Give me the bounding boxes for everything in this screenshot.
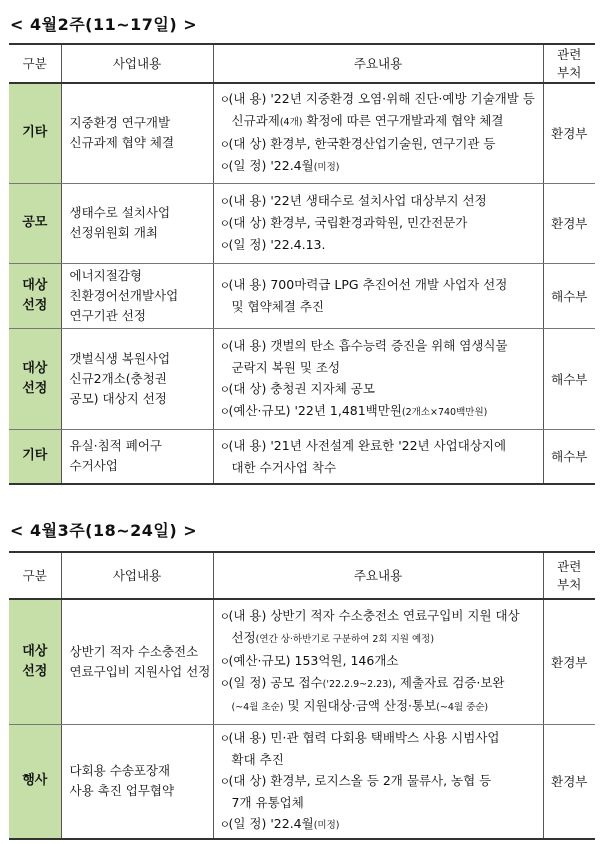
detail-text: (일 정) '22.4월 xyxy=(228,158,314,174)
category-label: 행사 xyxy=(22,773,48,788)
detail-line xyxy=(220,650,537,672)
business-line: 친환경어선개발사업 xyxy=(69,287,179,303)
detail-line xyxy=(220,727,537,749)
detail-line xyxy=(220,672,537,695)
table-row xyxy=(9,183,595,263)
detail-text: 선정 xyxy=(231,630,256,646)
detail-line xyxy=(220,792,537,813)
detail-text: (일 정) '22.4.13. xyxy=(228,237,326,252)
header-department xyxy=(543,552,595,599)
bullet-icon: ㅇ xyxy=(219,382,231,396)
detail-text: , 제출자료 검증·보완 xyxy=(391,675,505,691)
business-cell xyxy=(61,83,213,183)
bullet-icon: ㅇ xyxy=(219,93,231,107)
schedule-table-week2 xyxy=(9,43,595,485)
detail-text: (일 정) 공모 접수 xyxy=(228,675,323,691)
detail-note: (미정) xyxy=(313,162,340,174)
bullet-icon: ㅇ xyxy=(219,239,231,252)
detail-line xyxy=(220,605,537,627)
header-business xyxy=(61,552,213,599)
table-row xyxy=(9,724,595,839)
business-line: 공모) 대상지 선정 xyxy=(69,390,167,406)
category-label: 선정 xyxy=(22,663,48,679)
department-cell xyxy=(543,328,595,429)
detail-note: (연간 상·하반기로 구분하여 2회 지원 예정) xyxy=(255,634,435,646)
category-cell xyxy=(9,429,61,484)
detail-line xyxy=(220,335,537,357)
category-label: 대상 xyxy=(22,643,48,659)
detail-line xyxy=(220,457,537,478)
detail-note: (~4월 중순) xyxy=(436,702,489,714)
header-category-label: 구분 xyxy=(22,55,47,71)
category-label: 기타 xyxy=(22,125,48,141)
bullet-icon: ㅇ xyxy=(219,160,231,174)
detail-line xyxy=(220,770,537,792)
detail-line xyxy=(220,274,537,296)
department-cell xyxy=(543,599,595,724)
department-label: 해수부 xyxy=(551,371,588,387)
department-label: 환경부 xyxy=(551,774,588,789)
details-cell xyxy=(213,599,543,724)
bullet-icon: ㅇ xyxy=(219,731,231,745)
header-department-label: 관련 부처 xyxy=(557,46,582,80)
detail-text: 및 협약체결 추진 xyxy=(231,299,324,314)
detail-text: 신규과제 xyxy=(231,113,280,129)
header-department xyxy=(543,44,595,83)
category-label: 대상 xyxy=(22,360,48,376)
header-business xyxy=(61,44,213,83)
header-row xyxy=(9,552,595,599)
bullet-icon: ㅇ xyxy=(219,404,231,418)
details-cell xyxy=(213,183,543,263)
detail-line xyxy=(220,133,537,155)
header-category xyxy=(9,552,61,599)
detail-line xyxy=(220,357,537,378)
bullet-icon: ㅇ xyxy=(219,339,231,353)
business-cell xyxy=(61,599,213,724)
detail-text: (내 용) 상반기 적자 수소충전소 연료구입비 지원 대상 xyxy=(228,608,520,624)
detail-line xyxy=(220,627,537,650)
details-cell xyxy=(213,83,543,183)
table-row xyxy=(9,429,595,484)
detail-line xyxy=(220,400,537,423)
category-label: 선정 xyxy=(22,380,48,396)
detail-line xyxy=(220,813,537,836)
header-details-label: 주요내용 xyxy=(353,567,403,583)
department-label: 해수부 xyxy=(551,288,588,304)
business-line: 생태수로 설치사업 xyxy=(69,205,171,220)
category-cell xyxy=(9,183,61,263)
header-row xyxy=(9,44,595,83)
business-cell xyxy=(61,183,213,263)
table-row xyxy=(9,599,595,724)
detail-note: (4개) xyxy=(279,117,303,129)
category-cell xyxy=(9,599,61,724)
business-cell xyxy=(61,429,213,484)
detail-note: (2개소×740백만원) xyxy=(401,406,488,418)
business-line: 다회용 수송포장재 xyxy=(69,763,171,778)
department-cell xyxy=(543,724,595,839)
header-business-label: 사업내용 xyxy=(112,567,162,583)
business-cell xyxy=(61,263,213,328)
table-row xyxy=(9,263,595,328)
detail-text: (대 상) 환경부, 로지스올 등 2개 물류사, 농협 등 xyxy=(228,772,492,788)
category-label: 공모 xyxy=(22,215,48,230)
bullet-icon: ㅇ xyxy=(219,217,231,230)
category-cell xyxy=(9,83,61,183)
detail-line xyxy=(220,190,537,212)
detail-note: (미정) xyxy=(313,819,340,831)
detail-text: (예산·규모) 153억원, 146개소 xyxy=(228,653,399,669)
detail-text: (내 용) 민·관 협력 다회용 택배박스 사용 시범사업 xyxy=(228,729,500,745)
detail-line xyxy=(220,234,537,256)
detail-line xyxy=(220,88,537,110)
header-details xyxy=(213,44,543,83)
bullet-icon: ㅇ xyxy=(219,677,231,691)
business-line: 지중환경 연구개발 xyxy=(69,115,171,131)
category-cell xyxy=(9,263,61,328)
business-line: 신규2개소(충청권 xyxy=(69,370,167,386)
header-category-label: 구분 xyxy=(22,567,47,583)
detail-line xyxy=(220,695,537,718)
header-category xyxy=(9,44,61,83)
section-title-week2: < 4월2주(11~17일) > xyxy=(10,15,198,34)
header-department-label: 관련 부처 xyxy=(557,558,582,592)
header-details-label: 주요내용 xyxy=(353,55,403,71)
department-label: 환경부 xyxy=(551,216,588,231)
detail-text: 대한 수거사업 착수 xyxy=(231,459,337,475)
detail-text: (일 정) '22.4월 xyxy=(228,815,314,831)
detail-line xyxy=(220,435,537,457)
business-line: 유실·침적 폐어구 xyxy=(69,438,162,454)
detail-text: (예산·규모) '22년 1,481백만원 xyxy=(228,402,402,418)
business-line: 연료구입비 지원사업 선정 xyxy=(69,663,211,679)
business-line: 연구기관 선정 xyxy=(69,307,146,323)
details-cell xyxy=(213,263,543,328)
header-business-label: 사업내용 xyxy=(112,55,162,71)
department-cell xyxy=(543,83,595,183)
detail-text: 군락지 복원 및 조성 xyxy=(231,359,341,375)
detail-text: (내 용) '22년 지중환경 오염·위해 진단·예방 기술개발 등 xyxy=(228,91,535,107)
bullet-icon: ㅇ xyxy=(219,439,231,453)
business-cell xyxy=(61,724,213,839)
department-cell xyxy=(543,429,595,484)
business-line: 갯벌식생 복원사업 xyxy=(69,350,171,366)
detail-line xyxy=(220,378,537,400)
detail-line xyxy=(220,110,537,133)
bullet-icon: ㅇ xyxy=(219,138,231,152)
department-label: 환경부 xyxy=(551,126,588,142)
bullet-icon: ㅇ xyxy=(219,774,231,788)
category-label: 기타 xyxy=(22,448,48,464)
bullet-icon: ㅇ xyxy=(219,279,231,292)
detail-text: (내 용) '22년 생태수로 설치사업 대상부지 선정 xyxy=(228,193,487,208)
detail-text: (대 상) 충청권 지자체 공모 xyxy=(228,380,375,396)
business-line: 에너지절감형 xyxy=(69,267,142,283)
detail-line xyxy=(220,212,537,234)
business-line: 선정위원회 개최 xyxy=(69,225,158,240)
details-cell xyxy=(213,724,543,839)
category-cell xyxy=(9,724,61,839)
category-label: 선정 xyxy=(22,297,48,313)
detail-note: (~4월 초순) xyxy=(231,702,284,714)
detail-text: 및 지원대상·금액 산정·통보 xyxy=(283,698,437,714)
department-cell xyxy=(543,263,595,328)
detail-text: (내 용) '21년 사전설계 완료한 '22년 사업대상지에 xyxy=(228,437,507,453)
details-cell xyxy=(213,328,543,429)
details-cell xyxy=(213,429,543,484)
section-title-week3: < 4월3주(18~24일) > xyxy=(10,521,198,540)
business-line: 사용 촉진 업무협약 xyxy=(69,783,175,798)
detail-line xyxy=(220,296,537,317)
detail-text: (대 상) 환경부, 한국환경산업기술원, 연구기관 등 xyxy=(228,136,496,152)
bullet-icon: ㅇ xyxy=(219,655,231,669)
department-cell xyxy=(543,183,595,263)
schedule-table-week3 xyxy=(9,551,595,840)
header-details xyxy=(213,552,543,599)
detail-note: ('22.2.9~2.23) xyxy=(322,679,392,691)
detail-text: 확정에 따른 연구개발과제 협약 체결 xyxy=(302,113,504,129)
detail-text: (대 상) 환경부, 국립환경과학원, 민간전문가 xyxy=(228,215,468,230)
business-cell xyxy=(61,328,213,429)
detail-text: 확대 추진 xyxy=(231,751,284,767)
bullet-icon: ㅇ xyxy=(219,817,231,831)
bullet-icon: ㅇ xyxy=(219,610,231,624)
department-label: 해수부 xyxy=(551,449,588,465)
bullet-icon: ㅇ xyxy=(219,195,231,208)
detail-text: (내 용) 갯벌의 탄소 흡수능력 증진을 위해 염생식물 xyxy=(228,337,508,353)
table-row xyxy=(9,83,595,183)
business-line: 수거사업 xyxy=(69,458,118,474)
detail-line xyxy=(220,155,537,178)
detail-text: 7개 유통업체 xyxy=(231,794,304,810)
department-label: 환경부 xyxy=(551,654,588,670)
business-line: 상반기 적자 수소충전소 xyxy=(69,643,199,659)
table-row xyxy=(9,328,595,429)
business-line: 신규과제 협약 체결 xyxy=(69,135,175,151)
detail-text: (내 용) 700마력급 LPG 추진어선 개발 사업자 선정 xyxy=(228,277,508,292)
category-cell xyxy=(9,328,61,429)
category-label: 대상 xyxy=(22,277,48,293)
detail-line xyxy=(220,749,537,770)
